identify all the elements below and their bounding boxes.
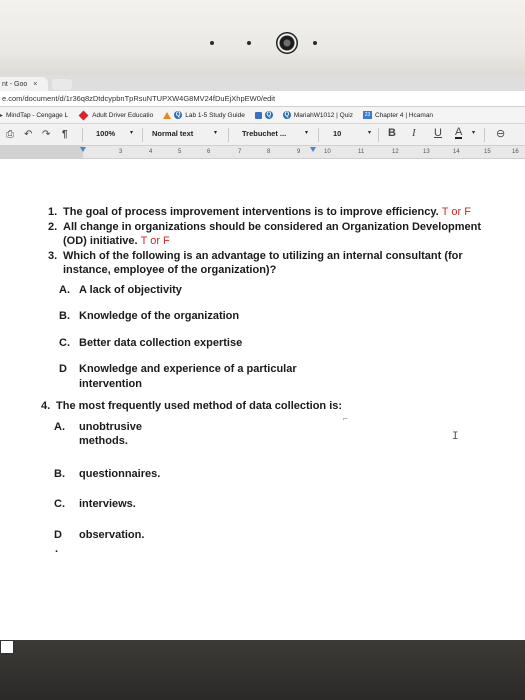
true-false-marker: T or F — [441, 206, 471, 218]
indent-marker-icon[interactable] — [310, 147, 316, 152]
document-body[interactable] — [26, 205, 506, 557]
bookmark-lab-study-guide[interactable] — [163, 111, 245, 119]
bookmark-label: MindTap - Cengage L — [6, 111, 69, 119]
text-cursor-icon: I — [452, 431, 459, 443]
quizlet-icon: Q — [284, 112, 290, 118]
option-text: Knowledge and experience of a particular intervention — [79, 363, 297, 390]
italic-button[interactable]: I — [412, 127, 416, 139]
paint-format-icon[interactable]: ¶ — [62, 129, 68, 140]
upload-arrow-icon — [163, 112, 171, 119]
print-icon[interactable]: ⎙ — [6, 129, 14, 140]
quizlet-icon: Q — [175, 112, 181, 118]
option-letter: D — [59, 363, 67, 375]
question-number: 4. — [41, 400, 51, 412]
option-text: observation. — [79, 528, 145, 541]
option-letter: D — [54, 528, 62, 541]
url-text: e.com/document/d/1r36q8zDtdcypbnTpRsuNTUPXW4G8MV24fDuEjXhpEW0/edit — [2, 94, 276, 103]
option-4c[interactable] — [26, 497, 506, 512]
comment-marker-icon[interactable]: ⌐ — [343, 414, 348, 423]
question-2[interactable] — [26, 220, 506, 249]
chevron-down-icon[interactable]: ▾ — [305, 130, 309, 136]
tab-title: nt - Goo — [2, 80, 28, 88]
document-page[interactable] — [0, 159, 525, 640]
question-4[interactable] — [26, 399, 506, 414]
ruler-number: 12 — [392, 149, 399, 155]
bookmark-blue-square[interactable] — [255, 111, 273, 119]
zoom-select[interactable]: 100% — [96, 129, 116, 138]
ruler-number: 3 — [119, 149, 123, 155]
link-icon[interactable]: ⊖ — [496, 128, 506, 140]
quizlet-icon: Q — [266, 112, 272, 118]
text-color-button[interactable]: A — [455, 126, 463, 138]
bezel-sensor-dot — [313, 41, 317, 45]
option-letter: B. — [54, 467, 65, 480]
question-number: 1. — [48, 206, 58, 218]
tab-strip — [0, 75, 525, 91]
option-3d[interactable] — [26, 362, 316, 391]
blue-square-icon — [255, 112, 262, 119]
question-text: Which of the following is an advantage to utilizing an internal consultant (for instance, employee of the organization)? — [63, 249, 463, 276]
option-text: Better data collection expertise — [79, 336, 243, 349]
address-bar[interactable] — [0, 91, 525, 107]
question-text: All change in organizations should be considered an Organization Development (OD) initiative. — [63, 220, 482, 247]
toolbar-divider — [82, 128, 83, 142]
option-letter: C. — [54, 498, 65, 510]
ruler-left-margin — [0, 146, 83, 159]
chapter-icon: 23 — [364, 112, 371, 118]
bezel-sensor-dot — [210, 41, 214, 45]
ruler-number: 15 — [484, 149, 491, 155]
laptop-top-bezel — [0, 0, 525, 75]
option-3a[interactable] — [26, 283, 506, 298]
question-1[interactable] — [26, 205, 506, 220]
bookmark-label: MariahW1012 | Quiz — [293, 111, 353, 119]
webcam-icon — [276, 32, 298, 54]
bookmark-chapter-4[interactable] — [363, 111, 433, 119]
ruler-number: 7 — [238, 149, 242, 155]
bookmark-driver-ed[interactable] — [78, 112, 153, 119]
ruler-number: 13 — [423, 149, 430, 155]
ruler-number: 5 — [178, 149, 182, 155]
laptop-screen — [0, 75, 525, 640]
bookmark-label: Adult Driver Educatio — [92, 111, 154, 119]
browser-tab[interactable] — [0, 77, 48, 91]
option-3c[interactable] — [26, 336, 506, 351]
option-4b[interactable] — [26, 467, 506, 482]
bold-button[interactable]: B — [388, 127, 396, 139]
question-number: 2. — [48, 220, 58, 233]
option-text: interviews. — [79, 498, 136, 510]
font-select[interactable]: Trebuchet ... — [242, 129, 287, 138]
option-3b[interactable] — [26, 309, 506, 324]
bezel-sensor-dot — [247, 41, 251, 45]
ruler-number: 4 — [149, 149, 153, 155]
option-4d[interactable] — [26, 528, 506, 543]
ruler-number: 16 — [512, 149, 519, 155]
ruler-number: 8 — [267, 149, 271, 155]
option-text: unobtrusive methods. — [79, 420, 142, 447]
chevron-down-icon[interactable]: ▾ — [214, 130, 218, 136]
chevron-down-icon[interactable]: ▾ — [368, 130, 372, 136]
option-text: questionnaires. — [79, 467, 161, 480]
close-icon[interactable]: × — [33, 80, 38, 88]
toolbar-divider — [378, 128, 379, 142]
redo-icon[interactable]: ↷ — [42, 129, 51, 140]
bookmarks-bar — [0, 107, 525, 124]
toolbar-divider — [142, 128, 143, 142]
ruler-number: 9 — [297, 149, 301, 155]
true-false-marker: T or F — [140, 235, 170, 247]
undo-icon[interactable]: ↶ — [24, 129, 33, 140]
option-4a[interactable] — [26, 420, 166, 449]
underline-button[interactable]: U — [434, 127, 442, 139]
option-text: Knowledge of the organization — [79, 310, 240, 322]
toolbar-divider — [318, 128, 319, 142]
indent-marker-icon[interactable] — [80, 147, 86, 152]
option-letter: A. — [59, 283, 70, 296]
stray-dot: . — [55, 543, 59, 555]
chevron-down-icon[interactable]: ▾ — [130, 130, 134, 136]
option-text: A lack of objectivity — [79, 283, 182, 296]
option-letter: B. — [59, 310, 70, 322]
question-text: The goal of process improvement interventions is to improve efficiency. — [63, 206, 439, 218]
laptop-lower-bezel — [0, 640, 525, 700]
bookmark-label: Chapter 4 | Hcaman — [375, 111, 434, 119]
ruler-number: 6 — [207, 149, 211, 155]
toolbar-divider — [228, 128, 229, 142]
diamond-icon — [79, 110, 89, 120]
chevron-down-icon[interactable]: ▾ — [472, 130, 476, 136]
question-3[interactable] — [26, 249, 506, 278]
font-size-select[interactable]: 10 — [333, 129, 342, 138]
mouse-pointer-icon — [0, 640, 14, 654]
ruler-number: 11 — [358, 149, 365, 155]
toolbar-divider — [484, 128, 485, 142]
ruler-number: 14 — [453, 149, 460, 155]
option-letter: A. — [54, 420, 65, 433]
question-number: 3. — [48, 249, 58, 262]
ruler[interactable] — [0, 146, 525, 159]
style-select[interactable]: Normal text — [152, 129, 194, 138]
bookmark-mindtap[interactable]: ▸ MindTap - Cengage L — [0, 111, 69, 119]
docs-toolbar — [0, 124, 525, 146]
bookmark-quiz[interactable] — [283, 111, 353, 119]
option-letter: C. — [59, 336, 70, 349]
bookmark-label: Lab 1-5 Study Guide — [185, 111, 245, 119]
question-text: The most frequently used method of data collection is: — [56, 400, 343, 412]
ruler-number: 10 — [324, 149, 331, 155]
new-tab-button[interactable] — [52, 79, 72, 90]
